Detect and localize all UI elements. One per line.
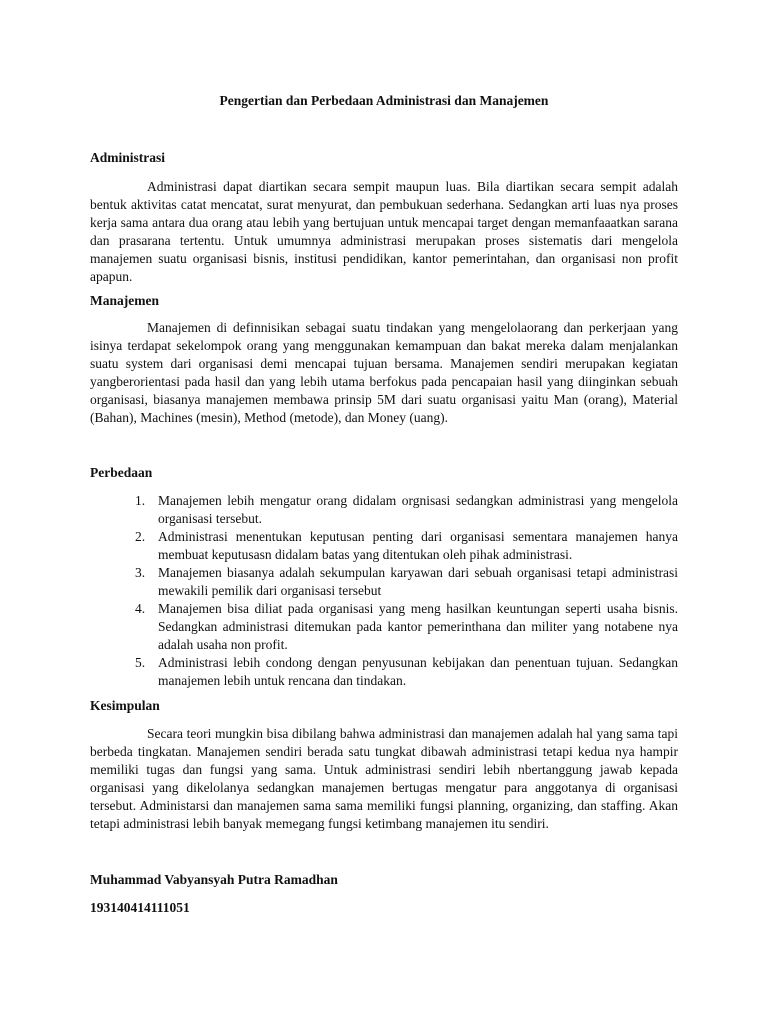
author-name: Muhammad Vabyansyah Putra Ramadhan <box>90 872 338 887</box>
heading-manajemen: Manajemen <box>90 293 159 308</box>
list-item <box>90 600 678 654</box>
list-item <box>90 528 678 564</box>
list-item-number: 1. <box>135 493 146 508</box>
heading-administrasi: Administrasi <box>90 150 166 165</box>
heading-kesimpulan: Kesimpulan <box>90 698 160 713</box>
list-item <box>90 492 678 528</box>
paragraph-kesimpulan: Secara teori mungkin bisa dibilang bahwa administrasi dan manajemen adalah hal yang sama tapi berbeda tingkatan. Manajemen sendiri berada satu tungkat dibawah administrasi tetapi kedua nya hampir memiliki tugas dan fungsi yang sama. Untuk administrasi sendiri lebih nbertanggung jawab kepada organisasi yang dikelolanya sedangkan manajemen bertugas mengatur para anggotanya di organisasi tersebut. Administarsi dan manajemen sama sama memiliki fungsi planning, organizing, dan staffing. Akan tetapi administrasi lebih banyak memegang fungsi ketimbang manajemen itu sendiri. <box>90 726 678 831</box>
list-item-number: 3. <box>135 565 146 580</box>
paragraph-administrasi: Administrasi dapat diartikan secara sempit maupun luas. Bila diartikan secara sempit adalah bentuk aktivitas catat mencatat, surat menyurat, dan pembukuan sederhana. Sedangkan arti luas nya proses kerja sama antara dua orang atau lebih yang bertujuan untuk mencapai target dengan memanfaaatkan sarana dan prasarana tertentu. Untuk umumnya administrasi merupakan proses sistematis dari mengelola manajemen suatu organisasi bisnis, institusi pendidikan, kantor pemerintahan, dan organisasi non profit apapun. <box>90 179 678 284</box>
perbedaan-list <box>90 492 678 690</box>
paragraph-manajemen: Manajemen di definnisikan sebagai suatu tindakan yang mengelolaorang dan perkerjaan yang isinya terdapat sekelompok orang yang menggunakan kemampuan dan bakat mereka dalam menjalankan suatu system dari organisasi demi mencapai tujuan bersama. Manajemen sendiri merupakan kegiatan yangberorientasi pada hasil dan yang lebih utama berfokus pada pencapaian hasil yang diinginkan sebuah organisasi, biasanya manajemen membawa prinsip 5M dari suatu organisasi yaitu Man (orang), Material (Bahan), Machines (mesin), Method (metode), dan Money (uang). <box>90 320 678 425</box>
list-item <box>90 564 678 600</box>
list-item-number: 4. <box>135 601 146 616</box>
list-item-number: 2. <box>135 529 146 544</box>
list-item-text: Manajemen biasanya adalah sekumpulan karyawan dari sebuah organisasi tetapi administrasi mewakili pemilik dari organisasi tersebut <box>158 565 678 598</box>
list-item-text: Administrasi lebih condong dengan penyusunan kebijakan dan penentuan tujuan. Sedangkan manajemen lebih untuk rencana dan tindakan. <box>158 655 678 688</box>
list-item-text: Manajemen lebih mengatur orang didalam orgnisasi sedangkan administrasi yang mengelola organisasi tersebut. <box>158 493 678 526</box>
author-id: 193140414111051 <box>90 900 190 915</box>
list-item-text: Manajemen bisa diliat pada organisasi yang meng hasilkan keuntungan seperti usaha bisnis. Sedangkan administrasi ditemukan pada kantor pemerinthana dan militer yang notabene nya adalah usaha non profit. <box>158 601 678 652</box>
list-item <box>90 654 678 690</box>
document-title: Pengertian dan Perbedaan Administrasi dan Manajemen <box>219 93 549 108</box>
list-item-number: 5. <box>135 655 146 670</box>
list-item-text: Administrasi menentukan keputusan penting dari organisasi sementara manajemen hanya membuat keputusasn didalam batas yang ditentukan oleh pihak administrasi. <box>158 529 678 562</box>
heading-perbedaan: Perbedaan <box>90 465 153 480</box>
